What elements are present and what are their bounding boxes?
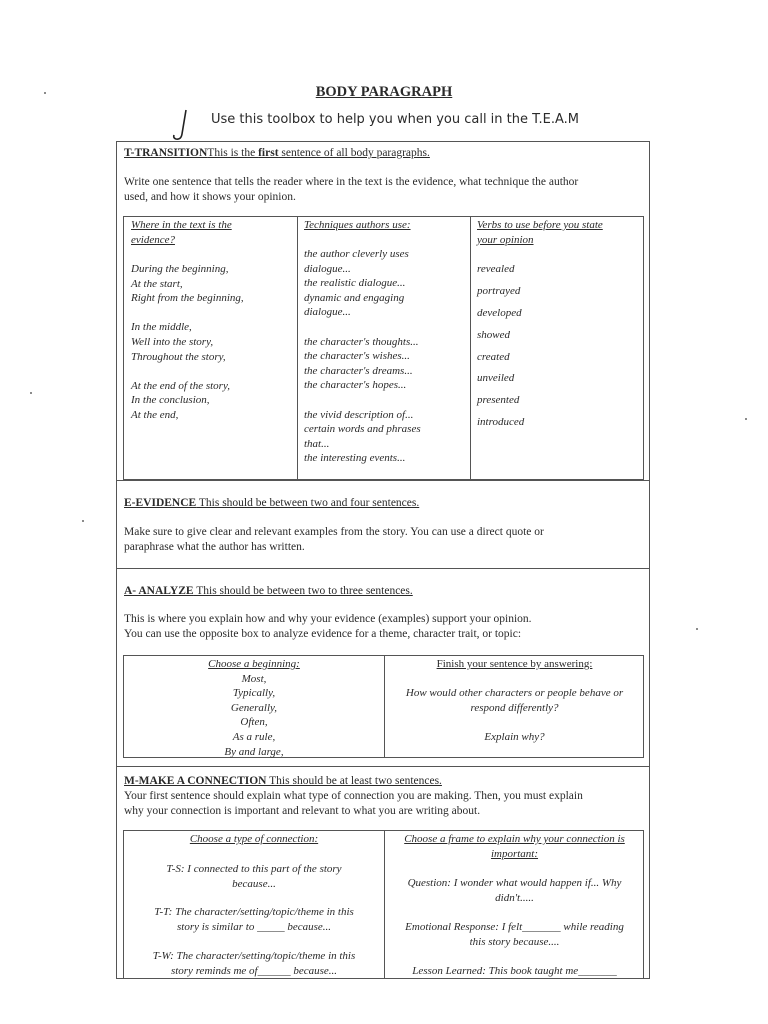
list-item: developed [477, 306, 522, 319]
evidence-text-line: Make sure to give clear and relevant examples from the story. You can use a direct quote or [124, 526, 544, 538]
item-line: this story because.... [469, 935, 560, 948]
list-item [304, 393, 421, 408]
connection-frame-header [385, 832, 644, 861]
evidence-text-line: paraphrase what the author has written. [124, 540, 305, 553]
list-item: the character's hopes... [304, 379, 407, 392]
choose-beginning-header: Choose a beginning: [208, 658, 300, 670]
where-in-text-header [131, 218, 232, 247]
page-subtitle: Use this toolbox to help you when you call in the T.E.A.M [211, 112, 580, 127]
list-item: By and large, [224, 745, 284, 758]
section-divider [116, 766, 650, 767]
techniques-list [304, 247, 421, 466]
transition-instructions [124, 175, 578, 204]
list-item: Throughout the story, [131, 350, 226, 363]
list-item: As a rule, [232, 730, 276, 743]
frame-emotional-response [385, 920, 644, 949]
header-line: your opinion [477, 233, 534, 246]
list-item: Typically, [232, 687, 276, 700]
transition-label: T-TRANSITION [124, 147, 208, 159]
list-item: Generally, [230, 701, 278, 714]
list-item: the character's wishes... [304, 350, 410, 363]
evidence-label: E-EVIDENCE [124, 497, 197, 509]
where-in-text-list [131, 262, 244, 423]
list-item: Often, [240, 716, 268, 729]
list-item: In the middle, [131, 321, 192, 334]
connection-text-line: Your first sentence should explain what type of connection you are making. Then, you must explain [124, 790, 583, 802]
scan-speck [745, 418, 747, 420]
finish-sentence-question [385, 686, 644, 715]
handwritten-check-mark-icon [168, 108, 192, 144]
analyze-text-line: You can use the opposite box to analyze evidence for a theme, character trait, or topic: [124, 627, 522, 640]
list-item [304, 320, 421, 335]
list-item: introduced [477, 416, 525, 429]
connection-text [124, 789, 583, 818]
analyze-label: A- ANALYZE [124, 585, 194, 597]
item-line: T-S: I connected to this part of the story [166, 863, 342, 875]
item-line: T-W: The character/setting/topic/theme in this [152, 950, 356, 962]
list-item: the character's thoughts... [304, 335, 419, 348]
list-item: Well into the story, [131, 335, 214, 348]
item-line: Question: I wonder what would happen if... Why [407, 877, 622, 889]
connection-type-tw [124, 949, 384, 978]
choose-beginning-column [124, 657, 384, 759]
list-item: At the end of the story, [131, 379, 230, 392]
scan-speck [82, 520, 84, 522]
list-item: the realistic dialogue... [304, 277, 406, 290]
item-line: story reminds me of______ because... [170, 964, 338, 977]
list-item: unveiled [477, 372, 515, 385]
header-line: important: [490, 847, 539, 860]
header-line: Verbs to use before you state [477, 219, 603, 231]
connection-type-header: Choose a type of connection: [189, 833, 319, 845]
item-line: because... [232, 877, 276, 890]
item-line: Lesson Learned: This book taught me_______ [412, 965, 617, 977]
evidence-heading-text: This should be between two and four sentences. [196, 497, 420, 509]
list-item: the interesting events... [304, 452, 406, 465]
list-item: dialogue... [304, 262, 351, 275]
section-divider [116, 480, 650, 481]
analyze-heading-text: This should be between two to three sentences. [193, 585, 413, 597]
item-line: story is similar to _____ because... [177, 920, 331, 933]
evidence-heading [124, 496, 419, 511]
list-item: revealed [477, 263, 515, 275]
connection-type-ts [124, 862, 384, 891]
list-item [131, 306, 244, 321]
list-item: presented [477, 394, 520, 407]
list-item: the vivid description of... [304, 408, 414, 421]
item-line: Emotional Response: I felt_______ while reading [405, 921, 624, 933]
list-item: the character's dreams... [304, 364, 413, 377]
list-item: created [477, 350, 510, 363]
list-item: At the start, [131, 277, 183, 290]
analyze-text [124, 612, 532, 641]
connection-text-line: why your connection is important and relevant to what you are writing about. [124, 804, 481, 817]
transition-instructions-line: used, and how it shows your opinion. [124, 190, 296, 203]
analyze-heading [124, 584, 413, 599]
transition-instructions-line: Write one sentence that tells the reader where in the text is the evidence, what technique the author [124, 176, 579, 188]
list-item: the author cleverly uses [304, 248, 409, 260]
verbs-list [477, 262, 524, 437]
question-line: respond differently? [470, 701, 559, 714]
transition-heading-first: first [258, 147, 279, 159]
scan-speck [30, 392, 32, 394]
section-divider [116, 568, 650, 569]
list-item: Right from the beginning, [131, 292, 244, 305]
frame-question [385, 876, 644, 905]
transition-heading-text-b: sentence of all body paragraphs. [278, 147, 430, 159]
finish-sentence-header: Finish your sentence by answering: [436, 658, 593, 670]
item-line: didn't..... [495, 891, 534, 904]
item-line: T-T: The character/setting/topic/theme in this [154, 906, 354, 918]
list-item: dialogue... [304, 306, 351, 319]
header-line: evidence? [131, 233, 175, 246]
transition-heading [124, 146, 430, 161]
analyze-text-line: This is where you explain how and why your evidence (examples) support your opinion. [124, 613, 532, 625]
list-item: dynamic and engaging [304, 291, 405, 304]
evidence-text [124, 525, 544, 554]
list-item: portrayed [477, 284, 521, 297]
transition-heading-text-a: This is the [207, 147, 259, 159]
connection-type-tt [124, 905, 384, 934]
list-item: During the beginning, [131, 263, 229, 275]
connection-label: M-MAKE A CONNECTION [124, 775, 267, 787]
scan-speck [696, 628, 698, 630]
scan-speck [44, 92, 46, 94]
list-item [131, 364, 244, 379]
list-item: certain words and phrases [304, 423, 421, 436]
explain-why: Explain why? [484, 731, 545, 743]
list-item: In the conclusion, [131, 394, 210, 407]
list-item: showed [477, 328, 510, 341]
table-column-divider [297, 216, 298, 480]
list-item: At the end, [131, 408, 179, 421]
techniques-header: Techniques authors use: [304, 219, 411, 231]
list-item: Most, [241, 672, 267, 685]
connection-heading [124, 774, 442, 789]
verbs-header [477, 218, 603, 247]
question-line: How would other characters or people behave or [405, 687, 624, 699]
header-line: Where in the text is the [131, 219, 232, 231]
header-line: Choose a frame to explain why your connection is [404, 833, 625, 845]
connection-heading-text: This should be at least two sentences. [266, 775, 442, 787]
frame-lesson-learned [385, 964, 644, 979]
list-item: that... [304, 437, 330, 450]
page-title: BODY PARAGRAPH [315, 84, 453, 100]
table-column-divider [470, 216, 471, 480]
